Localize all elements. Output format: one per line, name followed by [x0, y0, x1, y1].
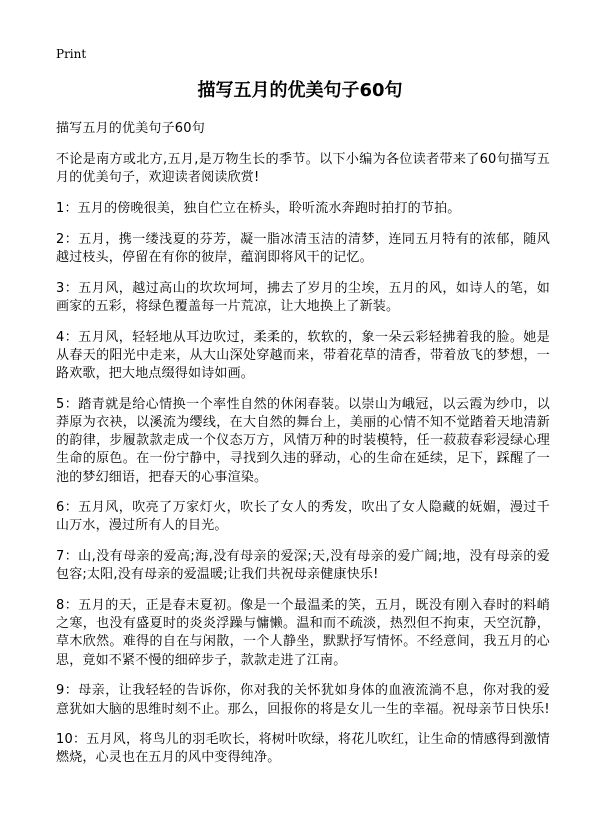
sentence-item: 7：山,没有母亲的爱高;海,没有母亲的爱深;天,没有母亲的爱广阔;地，没有母亲的爱包容;太阳,没有母亲的爱温暖;让我们共祝母亲健康快乐!	[56, 549, 550, 583]
article-body	[56, 120, 550, 780]
sentence-item: 10：五月风，将鸟儿的羽毛吹长，将树叶吹绿，将花儿吹红，让生命的情感得到激情燃烧，心灵也在五月的风中变得纯净。	[56, 732, 550, 766]
sentence-item: 4：五月风，轻轻地从耳边吹过，柔柔的，软软的，象一朵云彩轻拂着我的脸。她是从春天的阳光中走来，从大山深处穿越而来，带着花草的清香，带着放飞的梦想，一路欢歌，把大地点缀得如诗如画。	[56, 329, 550, 382]
article-intro: 不论是南方或北方,五月,是万物生长的季节。以下小编为各位读者带来了60句描写五月的优美句子，欢迎读者阅读欣赏!	[56, 152, 550, 186]
sentence-item: 2：五月，携一缕浅夏的芬芳，凝一脂冰清玉洁的清梦，连同五月特有的浓郁，随风越过枝头，停留在有你的彼岸，蕴润即将风干的记忆。	[56, 231, 550, 266]
sentence-item: 8：五月的天，正是春末夏初。像是一个最温柔的笑，五月，既没有刚入春时的料峭之寒，也没有盛夏时的炎炎浮躁与慵懒。温和而不疏淡，热烈但不拘束，天空沉静，草木欣然。难得的自在与闲散，一个人静坐，默默抒写情怀。不经意间，我五月的心思，竟如不紧不慢的细碎步子，款款走进了江南。	[56, 598, 550, 668]
sentence-item: 3：五月风，越过高山的坎坎坷坷，拂去了岁月的尘埃，五月的风，如诗人的笔，如画家的五彩，将绿色覆盖每一片荒凉，让大地换上了新装。	[56, 280, 550, 314]
article-subtitle: 描写五月的优美句子60句	[56, 121, 205, 136]
sentence-item: 9：母亲，让我轻轻的告诉你，你对我的关怀犹如身体的血液流淌不息，你对我的爱意犹如大脑的思维时刻不止。那么，回报你的将是女儿一生的幸福。祝母亲节日快乐!	[56, 683, 550, 717]
page-title: 描写五月的优美句子60句	[197, 80, 403, 101]
sentence-item: 6：五月风，吹亮了万家灯火，吹长了女人的秀发，吹出了女人隐藏的妩媚，漫过千山万水，漫过所有人的目光。	[56, 500, 550, 534]
print-link[interactable]: Print	[56, 47, 87, 61]
sentence-item: 5：踏青就是给心情换一个率性自然的休闲春装。以崇山为峨冠，以云霞为纱巾，以莽原为衣袂，以溪流为缨线，在大自然的舞台上，美丽的心情不知不觉踏着天地清新的韵律，步履款款走成一个仪态万方，风情万种的时装模特，任一菽菽春彩浸绿心理生命的原色。在一份宁静中，寻找到久违的驿动，心的生命在延续，足下，踩醒了一池的梦幻细语，把春天的心事渲染。	[56, 396, 550, 485]
sentence-item: 1：五月的傍晚很美，独自伫立在桥头，聆听流水奔跑时拍打的节拍。	[56, 201, 461, 217]
